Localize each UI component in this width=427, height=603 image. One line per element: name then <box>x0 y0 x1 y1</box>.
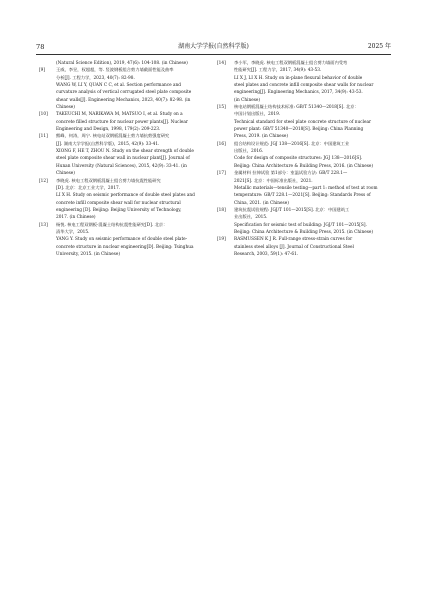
reference-line: 李小军，李晓虎. 核电工程双钢板混凝土组合剪力墙面内受弯 <box>234 61 348 66</box>
reference-line: curvature analysis of vertical corrugated steel plate composite <box>56 90 192 96</box>
reference-number: [9] <box>39 68 46 74</box>
reference-entry <box>39 222 211 259</box>
reference-line: 清华大学，2015. <box>56 229 90 235</box>
reference-number: [15] <box>217 105 226 111</box>
reference-line: (Natural Science Edition), 2019, 47(6): 104-108. (in Chinese) <box>56 61 188 66</box>
journal-title: 湖南大学学报(自然科学版) <box>178 43 249 50</box>
reference-line: Code for design of composite structures: JGJ 138—2016[S]. <box>234 156 363 162</box>
reference-line: concrete structure in nuclear engineering[D]. Beijing: Tsinghua <box>56 244 194 250</box>
reference-line: 组合结构设计规范: JGJ 138—2016[S]. 北京：中国建筑工业 <box>234 141 350 147</box>
reference-line: 分析[J]. 工程力学，2023, 40(7): 82-98. <box>56 75 135 81</box>
reference-line: 中国计划出版社，2019. <box>234 112 281 118</box>
reference-line: LI X J, LI X H. Study on in-plane flexural behavior of double <box>234 75 363 81</box>
reference-line: steel plates and concrete infill composite shear walls for nuclear <box>234 83 374 89</box>
reference-line: TAKEUCHI M, NARIKAWA M, MATSUO I, et al. Study on a <box>56 112 183 118</box>
reference-entry <box>39 178 211 222</box>
references-left-column <box>39 60 211 258</box>
reference-line: engineering[J]. Engineering Mechanics, 2017, 34(9): 43-53. <box>234 90 363 96</box>
reference-line: 出版社，2016. <box>234 149 264 155</box>
reference-line: 2017. (in Chinese) <box>56 215 96 221</box>
reference-line: Beijing: China Architecture & Building Press, 2016. (in Chinese) <box>234 163 374 169</box>
reference-line: steel plate composite shear wall in nuclear plant[J]. Journal of <box>56 156 190 162</box>
reference-number: [19] <box>217 237 226 243</box>
reference-line: 金属材料 拉伸试验 第1部分：室温试验方法: GB/T 228.1— <box>234 171 348 177</box>
reference-entry <box>217 236 389 258</box>
reference-line: 李晓虎. 核电工程双钢板混凝土组合剪力墙抗震性能研究 <box>56 178 161 184</box>
reference-line: Chinese) <box>56 105 75 111</box>
reference-entry <box>217 170 389 207</box>
reference-line: Engineering and Design, 1998, 179(2): 209-223. <box>56 127 161 133</box>
reference-line: 核电站钢板混凝土结构技术标准: GB/T 51340—2018[S]. 北京： <box>234 105 359 111</box>
reference-entry <box>217 104 389 141</box>
reference-number: [10] <box>39 112 48 118</box>
reference-line: Chinese) <box>56 171 75 177</box>
reference-line: (in Chinese) <box>234 97 261 103</box>
reference-line: Technical standard for steel plate concrete structure of nuclear <box>234 119 372 125</box>
reference-line: 性能研究[J]. 工程力学，2017, 34(9): 43-53. <box>234 68 322 74</box>
reference-line: Specification for seismic test of building: JGJ/T 101—2015[S]. <box>234 222 367 228</box>
reference-line: [D]. 北京：北京工业大学，2017. <box>56 185 121 191</box>
reference-line: China, 2021. (in Chinese) <box>234 200 289 206</box>
reference-number: [11] <box>39 134 48 140</box>
reference-entry <box>217 60 389 104</box>
reference-number: [12] <box>39 178 48 184</box>
references-right-column <box>217 60 389 258</box>
header-rule <box>36 54 391 55</box>
reference-number: [14] <box>217 61 226 66</box>
publication-year: 2025 年 <box>367 43 391 50</box>
reference-number: [17] <box>217 171 226 177</box>
reference-entry <box>217 207 389 236</box>
reference-line: Beijing: China Architecture & Building Press, 2015. (in Chinese) <box>234 229 374 235</box>
reference-line: 业出版社，2015. <box>234 215 268 221</box>
reference-line: shear walls[J]. Engineering Mechanics, 2023, 40(7): 82-98. (in <box>56 97 191 103</box>
reference-number: [16] <box>217 141 226 147</box>
reference-entry <box>39 67 211 111</box>
reference-line: temperature: GB/T 228.1—2021[S]. Beijing: Standards Press of <box>234 193 371 199</box>
reference-entry <box>39 60 211 67</box>
reference-line: concrete infill composite shear wall for nuclear structural <box>56 200 181 206</box>
reference-line: University, 2015. (in Chinese) <box>56 251 120 257</box>
reference-line: 2021[S]. 北京：中国标准出版社，2021. <box>234 178 313 184</box>
reference-line: concrete filled structure for nuclear power plants[J]. Nuclear <box>56 119 188 125</box>
reference-line: power plant: GB/T 51340—2018[S]. Beijing: China Planning <box>234 127 364 133</box>
reference-line: LI X H. Study on seismic performance of double steel plates and <box>56 193 195 199</box>
reference-line: 王威，李昱，权超超，等. 竖波钢板组合剪力墙截面性能及曲率 <box>56 68 174 74</box>
reference-line: YANG Y. Study on seismic performance of double steel plate- <box>56 237 188 243</box>
reference-line: engineering [D]. Beijing: Beijing University of Technology, <box>56 207 182 213</box>
reference-number: [13] <box>39 222 48 228</box>
page-number: 78 <box>36 43 45 51</box>
reference-entry <box>39 133 211 177</box>
reference-entry <box>39 111 211 133</box>
reference-line: Hunan University (Natural Sciences), 2015, 42(9): 33-41. (in <box>56 163 187 169</box>
reference-line: 建筑抗震试验规程: JGJ/T 101—2015[S]. 北京：中国建筑工 <box>234 207 350 213</box>
reference-line: 杨悦. 核电工程双钢板-混凝土结构抗震性能研究[D]. 北京： <box>56 222 168 228</box>
reference-line: XIONG F, HE T, ZHOU N. Study on the shear strength of double <box>56 149 194 155</box>
reference-line: Metallic materials—tensile testing—part 1: method of test at room <box>234 185 378 191</box>
reference-entry <box>217 141 389 170</box>
page-header <box>36 42 391 52</box>
reference-line: [J]. 湖南大学学报(自然科学版)，2015, 42(9): 33-41. <box>56 141 160 147</box>
reference-line: RASMUSSEN K J R. Full-range stress-strain curves for <box>234 237 353 243</box>
reference-line: WANG W, LI Y, QUAN C C, et al. Section performance and <box>56 83 181 89</box>
reference-number: [18] <box>217 207 226 213</box>
reference-line: stainless steel alloys [J]. Journal of Constructional Steel <box>234 244 354 250</box>
reference-line: 熊峰，何涛，周宁. 核电站双钢板混凝土剪力墙抗剪强度研究 <box>56 134 170 140</box>
reference-line: Research, 2003, 59(1): 47-61. <box>234 251 299 257</box>
reference-line: Press, 2019. (in Chinese) <box>234 134 289 140</box>
